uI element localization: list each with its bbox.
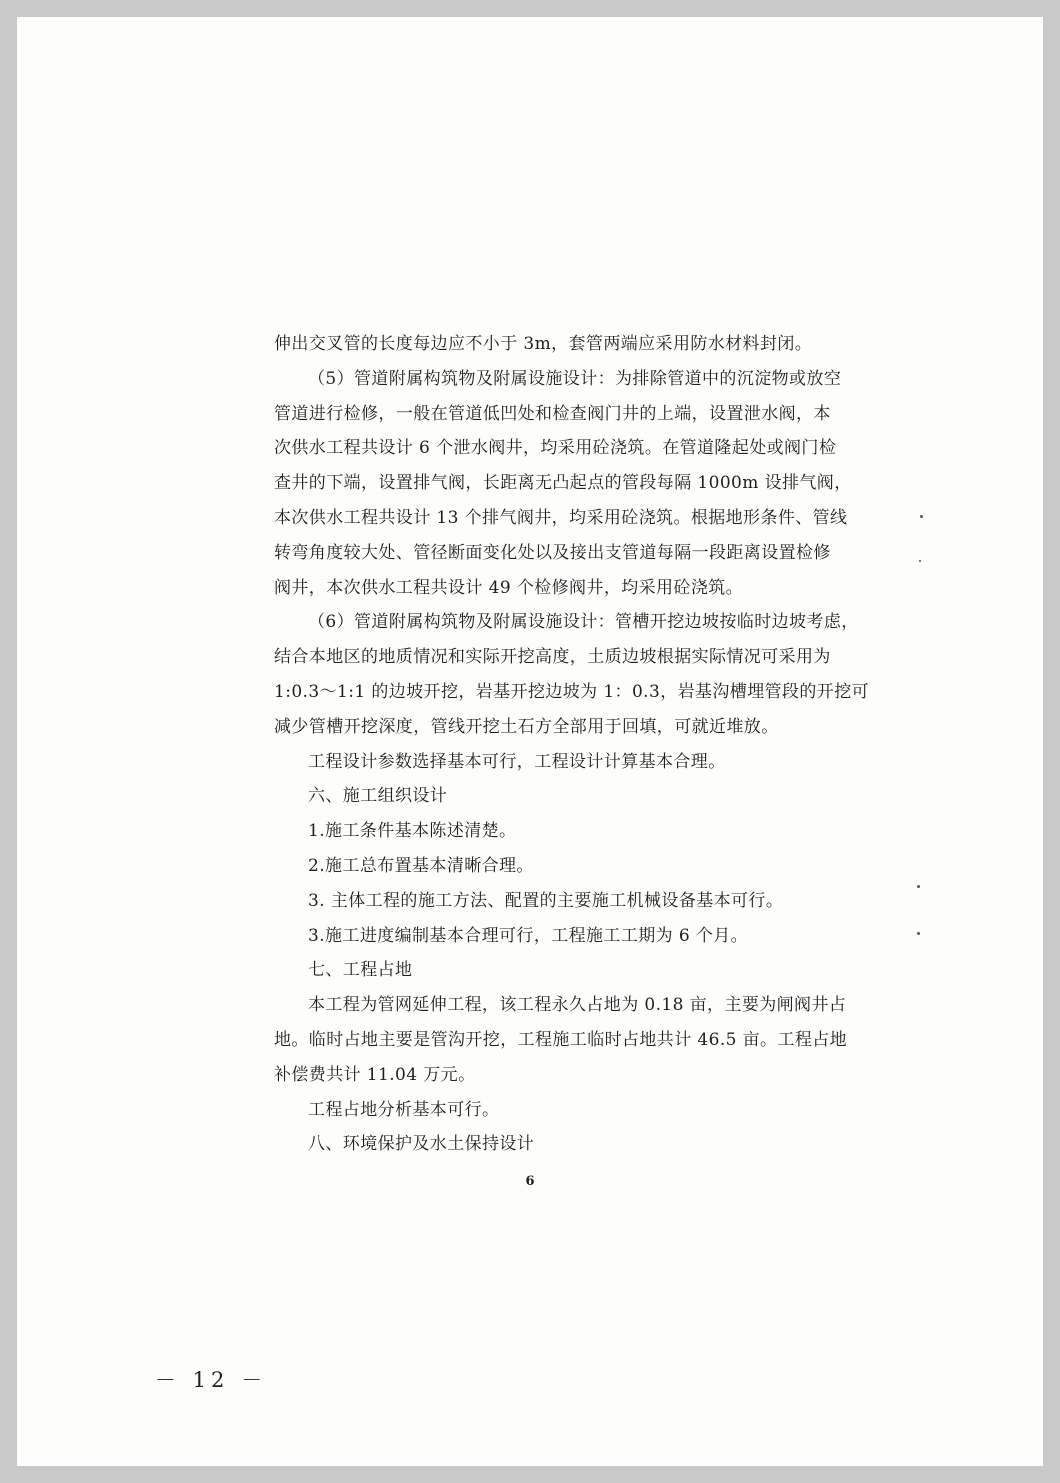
text-line: 工程占地分析基本可行。 [308, 1099, 500, 1120]
text-line: 本次供水工程共设计 13 个排气阀井，均采用砼浇筑。根据地形条件、管线 [274, 507, 848, 528]
text-line: 查井的下端，设置排气阀，长距离无凸起点的管段每隔 1000m 设排气阀， [274, 473, 852, 494]
text-line: 1:0.3～1:1 的边坡开挖，岩基开挖边坡为 1：0.3，岩基沟槽埋管段的开挖可 [274, 681, 869, 702]
text-line: （6）管道附属构筑物及附属设施设计：管槽开挖边坡按临时边坡考虑， [308, 612, 859, 633]
text-line: 本工程为管网延伸工程，该工程永久占地为 0.18 亩，主要为闸阀井占 [308, 995, 847, 1016]
text-line: 地。临时占地主要是管沟开挖，工程施工临时占地共计 46.5 亩。工程占地 [274, 1029, 848, 1050]
list-item: 3.施工进度编制基本合理可行，工程施工工期为 6 个月。 [308, 925, 749, 946]
scan-speck [917, 885, 920, 888]
list-item: 1.施工条件基本陈述清楚。 [308, 821, 517, 842]
list-item: 2.施工总布置基本清晰合理。 [308, 855, 534, 876]
section-heading: 六、施工组织设计 [308, 786, 448, 807]
text-line: （5）管道附属构筑物及附属设施设计：为排除管道中的沉淀物或放空 [308, 368, 842, 389]
scan-speck [919, 560, 921, 562]
scan-speck [917, 932, 920, 935]
list-item: 3. 主体工程的施工方法、配置的主要施工机械设备基本可行。 [308, 890, 784, 911]
text-line: 转弯角度较大处、管径断面变化处以及接出支管道每隔一段距离设置检修 [274, 542, 831, 563]
text-line: 阀井，本次供水工程共设计 49 个检修阀井，均采用砼浇筑。 [274, 577, 744, 598]
section-heading: 八、环境保护及水土保持设计 [308, 1134, 535, 1155]
text-line: 结合本地区的地质情况和实际开挖高度，土质边坡根据实际情况可采用为 [274, 647, 831, 668]
section-heading: 七、工程占地 [308, 960, 413, 981]
text-line: 减少管槽开挖深度，管线开挖土石方全部用于回填，可就近堆放。 [274, 716, 779, 737]
text-line: 伸出交叉管的长度每边应不小于 3m，套管两端应采用防水材料封闭。 [274, 334, 813, 354]
text-line: 次供水工程共设计 6 个泄水阀井，均采用砼浇筑。在管道隆起处或阀门检 [274, 438, 837, 459]
text-line: 工程设计参数选择基本可行，工程设计计算基本合理。 [308, 751, 726, 772]
outer-page-number: － 12 － [155, 1368, 268, 1392]
text-line: 补偿费共计 11.04 万元。 [274, 1064, 476, 1085]
body-text [274, 327, 874, 1162]
scan-speck [920, 515, 923, 518]
inner-page-number: 6 [525, 1174, 535, 1189]
text-line: 管道进行检修，一般在管道低凹处和检查阀门井的上端，设置泄水阀，本 [274, 403, 831, 424]
